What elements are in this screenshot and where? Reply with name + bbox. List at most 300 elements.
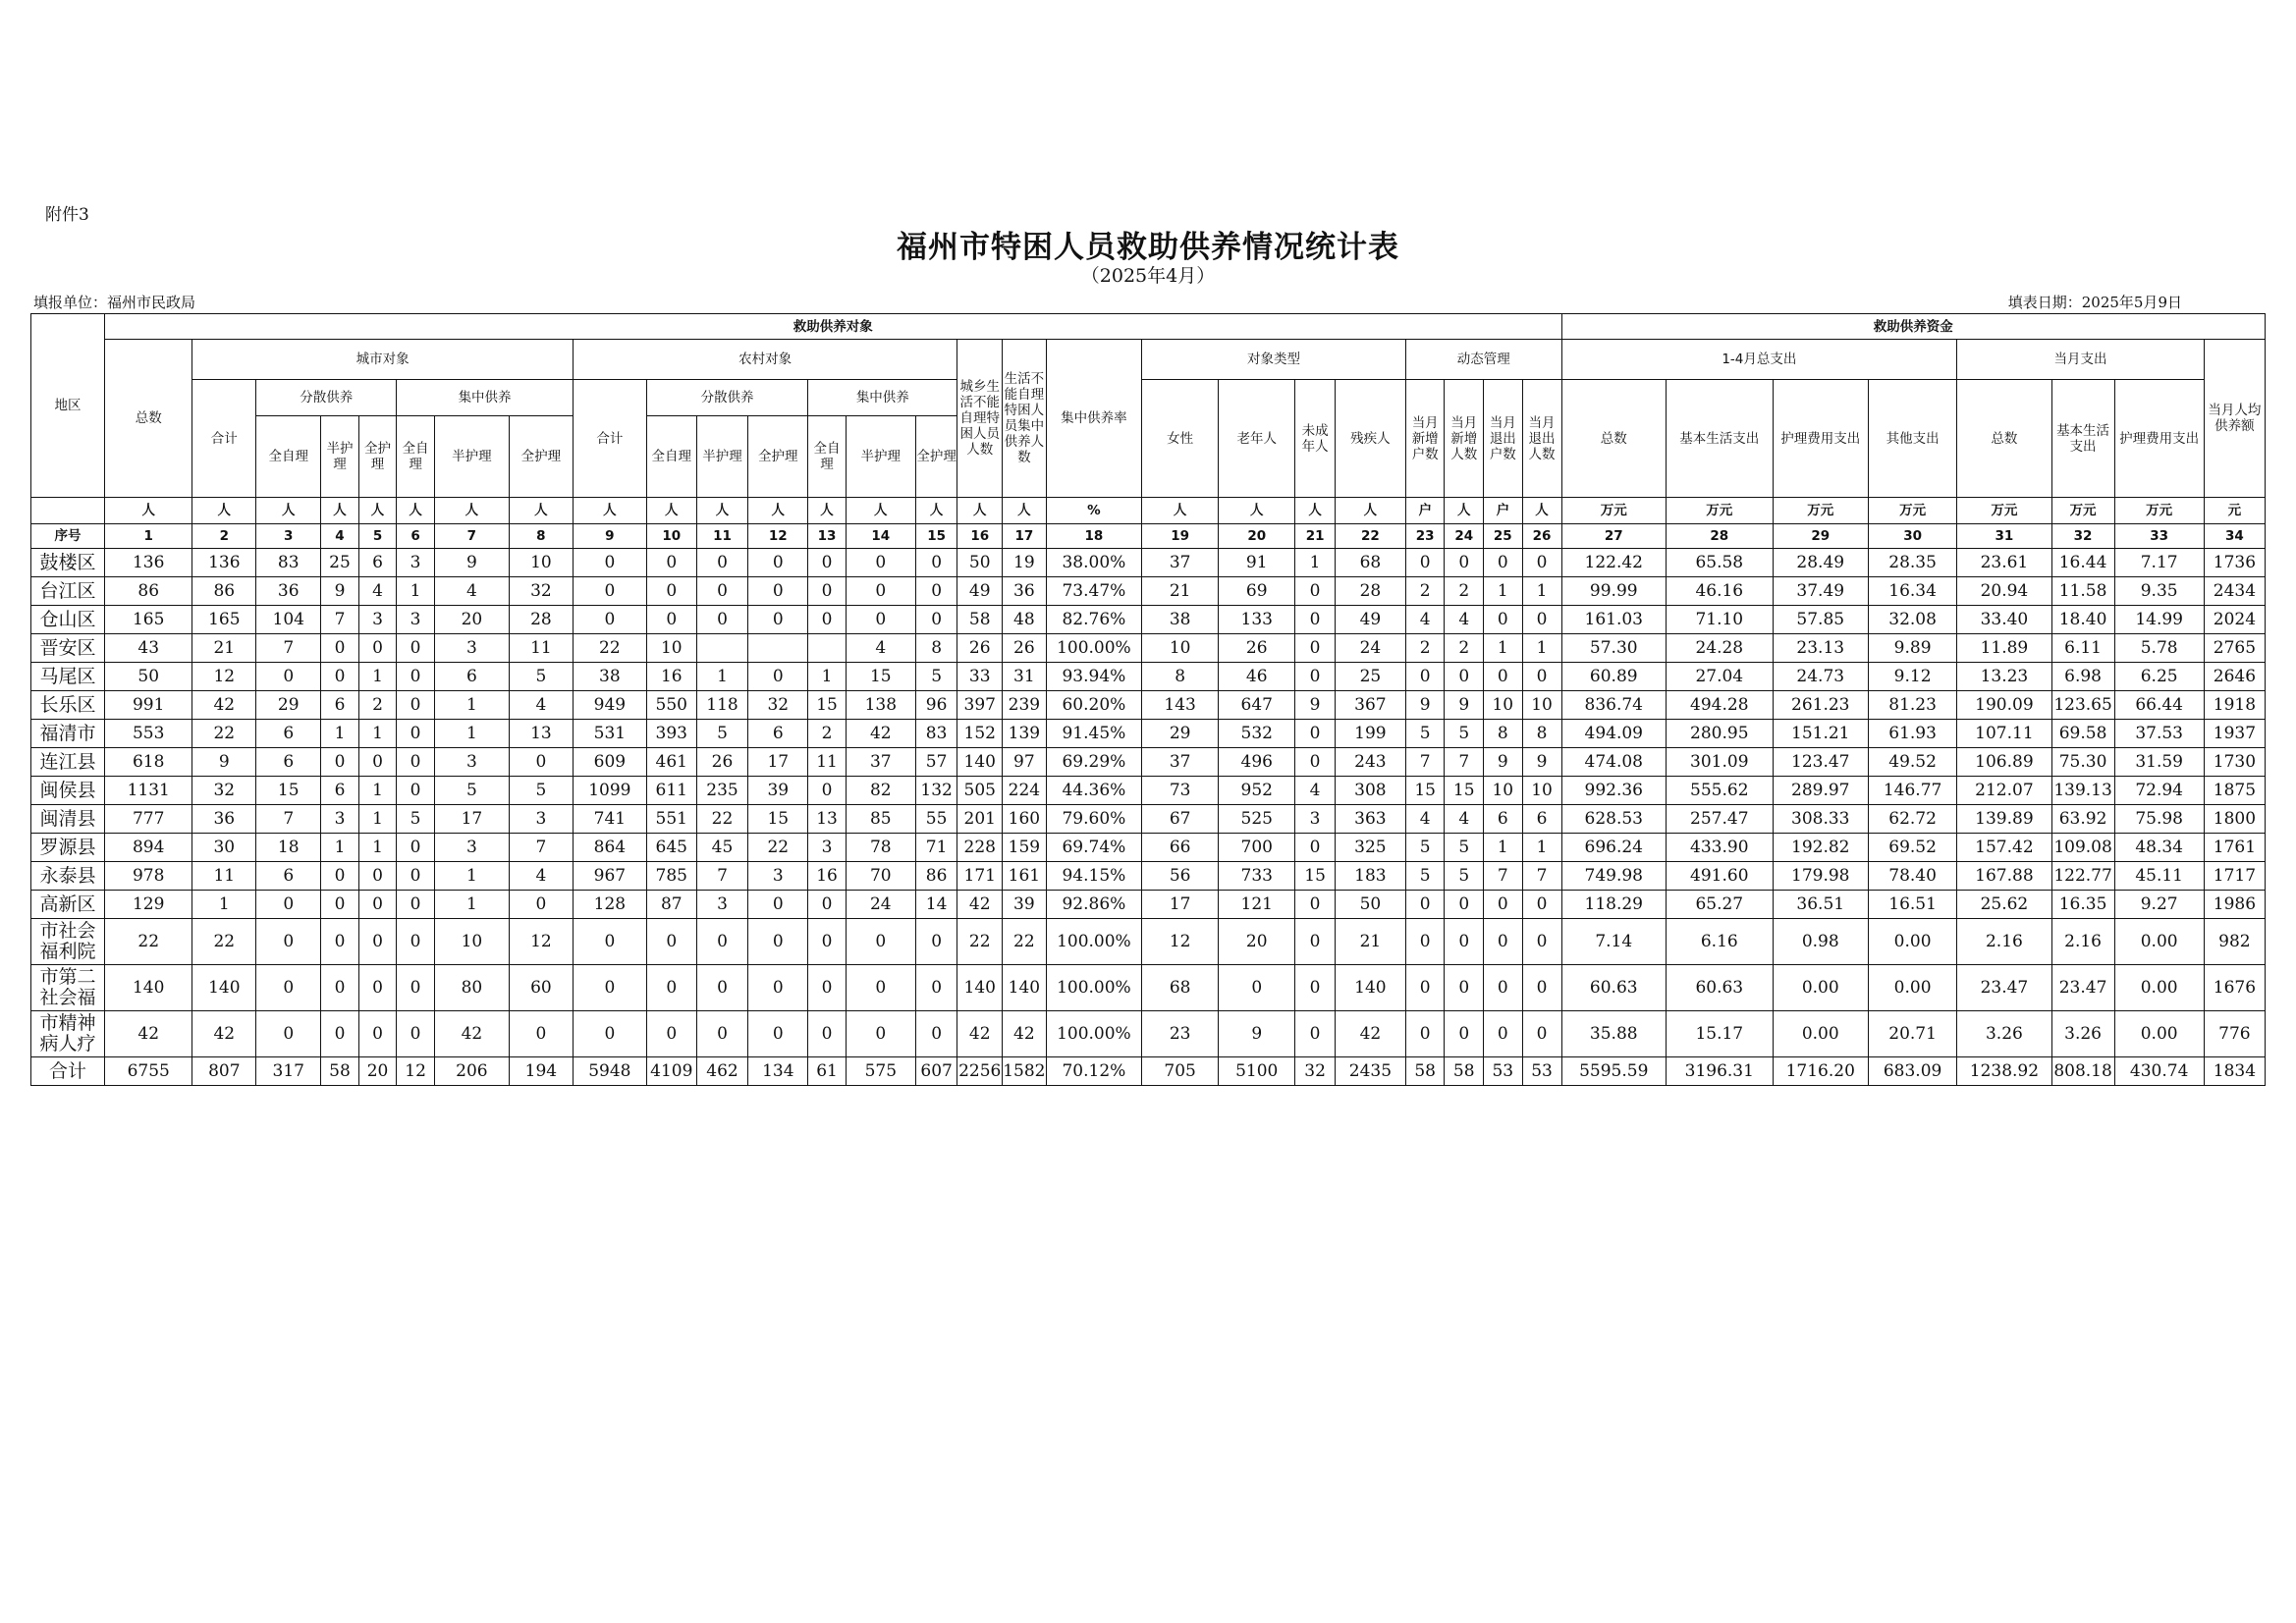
data-cell: 165 <box>105 606 192 634</box>
region-name: 闽侯县 <box>31 777 105 805</box>
data-cell: 37.49 <box>1773 577 1868 606</box>
data-cell: 1 <box>1484 577 1523 606</box>
data-cell: 83 <box>915 720 957 748</box>
data-cell: 4 <box>1445 606 1484 634</box>
table-row <box>31 663 2266 691</box>
data-cell: 22 <box>192 720 256 748</box>
region-name: 台江区 <box>31 577 105 606</box>
table-row <box>31 834 2266 862</box>
data-cell: 7 <box>256 805 321 834</box>
data-cell: 53 <box>1484 1057 1523 1086</box>
data-cell: 3 <box>808 834 847 862</box>
data-cell: 0 <box>808 577 847 606</box>
data-cell: 0 <box>509 1011 573 1057</box>
header-rural-dispersed-self: 全自理 <box>646 416 696 498</box>
data-cell: 128 <box>573 891 646 919</box>
data-cell: 0 <box>646 606 696 634</box>
data-cell: 0 <box>1295 1011 1336 1057</box>
data-cell: 86 <box>915 862 957 891</box>
column-number: 25 <box>1484 524 1523 549</box>
data-cell: 0 <box>846 1011 915 1057</box>
column-number: 3 <box>256 524 321 549</box>
unit-cell: 人 <box>748 498 808 524</box>
unit-cell: 元 <box>2204 498 2265 524</box>
data-cell: 85 <box>846 805 915 834</box>
data-cell: 194 <box>509 1057 573 1086</box>
data-cell: 91 <box>1219 549 1295 577</box>
data-cell: 134 <box>748 1057 808 1086</box>
data-cell: 58 <box>1405 1057 1445 1086</box>
data-cell: 22 <box>696 805 748 834</box>
data-cell: 45 <box>696 834 748 862</box>
data-cell: 65.58 <box>1667 549 1774 577</box>
data-cell: 1875 <box>2204 777 2265 805</box>
data-cell: 0 <box>509 748 573 777</box>
data-cell: 7 <box>1522 862 1561 891</box>
data-cell: 0 <box>358 748 397 777</box>
data-cell: 0.00 <box>2114 1011 2204 1057</box>
region-name: 罗源县 <box>31 834 105 862</box>
data-cell <box>696 634 748 663</box>
data-cell: 3 <box>1295 805 1336 834</box>
data-cell: 46 <box>1219 663 1295 691</box>
data-cell: 0 <box>573 606 646 634</box>
data-cell: 10 <box>509 549 573 577</box>
data-cell: 94.15% <box>1046 862 1141 891</box>
data-cell: 161.03 <box>1561 606 1667 634</box>
column-number: 2 <box>192 524 256 549</box>
data-cell: 109.08 <box>2051 834 2114 862</box>
data-cell: 14.99 <box>2114 606 2204 634</box>
data-cell: 0 <box>321 748 359 777</box>
data-cell: 183 <box>1335 862 1405 891</box>
data-cell: 139.89 <box>1957 805 2051 834</box>
data-cell: 1 <box>321 834 359 862</box>
header-rural-dispersed-full: 全护理 <box>748 416 808 498</box>
data-cell: 433.90 <box>1667 834 1774 862</box>
data-cell: 91.45% <box>1046 720 1141 748</box>
data-cell: 9 <box>1484 748 1523 777</box>
data-cell: 32 <box>1295 1057 1336 1086</box>
data-cell: 9 <box>434 549 509 577</box>
data-cell: 2 <box>808 720 847 748</box>
header-new-households: 当月新增户数 <box>1405 380 1445 498</box>
data-cell: 146.77 <box>1868 777 1956 805</box>
data-cell: 9.89 <box>1868 634 1956 663</box>
data-cell: 0 <box>1484 891 1523 919</box>
attachment-label: 附件3 <box>45 205 89 225</box>
header-urban-central-full: 全护理 <box>509 416 573 498</box>
data-cell: 26 <box>1003 634 1047 663</box>
data-cell: 22 <box>573 634 646 663</box>
data-cell: 37 <box>1142 748 1219 777</box>
region-name: 市社会福利院 <box>31 919 105 965</box>
header-urban-centralized: 集中供养 <box>397 380 574 416</box>
data-cell: 73.47% <box>1046 577 1141 606</box>
data-cell: 0 <box>256 663 321 691</box>
data-cell: 100.00% <box>1046 965 1141 1011</box>
data-cell: 967 <box>573 862 646 891</box>
header-elderly: 老年人 <box>1219 380 1295 498</box>
data-cell: 107.11 <box>1957 720 2051 748</box>
data-cell: 807 <box>192 1057 256 1086</box>
data-cell: 23.47 <box>2051 965 2114 1011</box>
data-cell: 6 <box>256 720 321 748</box>
data-cell: 63.92 <box>2051 805 2114 834</box>
data-cell: 60 <box>509 965 573 1011</box>
column-number: 20 <box>1219 524 1295 549</box>
table-row <box>31 720 2266 748</box>
column-number: 27 <box>1561 524 1667 549</box>
data-cell: 28.35 <box>1868 549 1956 577</box>
data-cell: 0 <box>256 891 321 919</box>
data-cell: 0 <box>1295 891 1336 919</box>
data-cell: 15 <box>1405 777 1445 805</box>
data-cell: 12 <box>509 919 573 965</box>
data-cell: 0 <box>1295 965 1336 1011</box>
data-cell: 4 <box>1405 805 1445 834</box>
data-cell: 39 <box>748 777 808 805</box>
data-cell: 58 <box>957 606 1003 634</box>
data-cell: 992.36 <box>1561 777 1667 805</box>
data-cell: 741 <box>573 805 646 834</box>
header-month: 当月支出 <box>1957 340 2205 380</box>
data-cell: 618 <box>105 748 192 777</box>
data-cell: 462 <box>696 1057 748 1086</box>
data-cell: 24.28 <box>1667 634 1774 663</box>
header-ytd-other: 其他支出 <box>1868 380 1956 498</box>
unit-cell: 户 <box>1484 498 1523 524</box>
data-cell: 11.58 <box>2051 577 2114 606</box>
data-cell: 15 <box>1445 777 1484 805</box>
data-cell: 10 <box>1522 777 1561 805</box>
data-cell: 0 <box>748 919 808 965</box>
data-cell: 0 <box>321 891 359 919</box>
header-minor: 未成年人 <box>1295 380 1336 498</box>
data-cell: 32 <box>509 577 573 606</box>
data-cell: 159 <box>1003 834 1047 862</box>
data-cell: 25 <box>1335 663 1405 691</box>
data-cell: 140 <box>105 965 192 1011</box>
data-cell: 24.73 <box>1773 663 1868 691</box>
data-cell: 3 <box>748 862 808 891</box>
data-cell: 42 <box>957 891 1003 919</box>
data-cell: 20.94 <box>1957 577 2051 606</box>
header-seq: 序号 <box>31 524 105 549</box>
data-cell: 0 <box>509 891 573 919</box>
data-cell: 5948 <box>573 1057 646 1086</box>
data-cell: 2 <box>1405 577 1445 606</box>
data-cell: 261.23 <box>1773 691 1868 720</box>
data-cell: 776 <box>2204 1011 2265 1057</box>
unit-cell: 人 <box>192 498 256 524</box>
data-cell: 39 <box>1003 891 1047 919</box>
data-cell: 6 <box>256 748 321 777</box>
data-cell: 22 <box>1003 919 1047 965</box>
table-row <box>31 748 2266 777</box>
data-cell: 531 <box>573 720 646 748</box>
data-cell: 0 <box>397 634 435 663</box>
header-rural-dispersed-half: 半护理 <box>696 416 748 498</box>
data-cell: 0 <box>397 834 435 862</box>
data-cell: 23 <box>1142 1011 1219 1057</box>
data-cell: 1918 <box>2204 691 2265 720</box>
data-cell: 1730 <box>2204 748 2265 777</box>
data-cell: 0 <box>1484 606 1523 634</box>
data-cell: 151.21 <box>1773 720 1868 748</box>
data-cell: 38 <box>1142 606 1219 634</box>
header-objects: 救助供养对象 <box>105 314 1561 340</box>
header-rural-central-self: 全自理 <box>808 416 847 498</box>
data-cell: 0 <box>915 577 957 606</box>
region-name: 连江县 <box>31 748 105 777</box>
unit-cell: 万元 <box>1957 498 2051 524</box>
units-blank <box>31 498 105 524</box>
unit-cell: 人 <box>846 498 915 524</box>
data-cell: 1 <box>434 862 509 891</box>
data-cell: 1 <box>1522 634 1561 663</box>
data-cell: 257.47 <box>1667 805 1774 834</box>
data-cell: 0 <box>748 891 808 919</box>
data-cell: 1937 <box>2204 720 2265 748</box>
data-cell: 6 <box>1484 805 1523 834</box>
header-rural-central-full: 全护理 <box>915 416 957 498</box>
data-cell: 171 <box>957 862 1003 891</box>
data-cell: 15 <box>256 777 321 805</box>
data-cell: 0 <box>321 663 359 691</box>
data-cell: 494.28 <box>1667 691 1774 720</box>
unit-cell: 人 <box>434 498 509 524</box>
data-cell: 0.00 <box>2114 919 2204 965</box>
data-cell: 139.13 <box>2051 777 2114 805</box>
data-cell: 864 <box>573 834 646 862</box>
header-rural-central-half: 半护理 <box>846 416 915 498</box>
data-cell: 317 <box>256 1057 321 1086</box>
data-cell: 0 <box>696 549 748 577</box>
data-cell: 6 <box>321 777 359 805</box>
data-cell: 20 <box>434 606 509 634</box>
data-cell: 179.98 <box>1773 862 1868 891</box>
data-cell: 12 <box>192 663 256 691</box>
data-cell: 3 <box>397 549 435 577</box>
header-c16: 城乡生活不能自理特困人员人数 <box>957 340 1003 498</box>
data-cell: 3 <box>696 891 748 919</box>
data-cell: 952 <box>1219 777 1295 805</box>
unit-cell: 人 <box>256 498 321 524</box>
data-cell: 80 <box>434 965 509 1011</box>
data-cell: 36 <box>192 805 256 834</box>
data-cell: 1131 <box>105 777 192 805</box>
column-number: 30 <box>1868 524 1956 549</box>
statistics-table <box>30 313 2266 1086</box>
data-cell: 9 <box>1295 691 1336 720</box>
data-cell: 1 <box>358 805 397 834</box>
data-cell: 139 <box>1003 720 1047 748</box>
data-cell: 38.00% <box>1046 549 1141 577</box>
data-cell: 4 <box>434 577 509 606</box>
data-cell: 201 <box>957 805 1003 834</box>
data-cell: 5595.59 <box>1561 1057 1667 1086</box>
data-cell: 9 <box>1219 1011 1295 1057</box>
data-cell: 122.42 <box>1561 549 1667 577</box>
data-cell: 5 <box>1405 834 1445 862</box>
unit-cell: 人 <box>1003 498 1047 524</box>
data-cell: 4 <box>1405 606 1445 634</box>
data-cell: 86 <box>192 577 256 606</box>
table-row <box>31 805 2266 834</box>
data-cell: 0 <box>1445 663 1484 691</box>
data-cell: 20.71 <box>1868 1011 1956 1057</box>
data-cell: 136 <box>105 549 192 577</box>
data-cell: 0 <box>846 919 915 965</box>
column-number: 19 <box>1142 524 1219 549</box>
data-cell <box>748 634 808 663</box>
data-cell: 491.60 <box>1667 862 1774 891</box>
data-cell: 0 <box>397 777 435 805</box>
data-cell: 1736 <box>2204 549 2265 577</box>
data-cell: 26 <box>957 634 1003 663</box>
data-cell: 7.17 <box>2114 549 2204 577</box>
data-cell: 3.26 <box>2051 1011 2114 1057</box>
data-cell: 4109 <box>646 1057 696 1086</box>
table-row <box>31 1011 2266 1057</box>
data-cell: 982 <box>2204 919 2265 965</box>
data-cell: 9 <box>321 577 359 606</box>
data-cell: 96 <box>915 691 957 720</box>
data-cell: 0 <box>358 965 397 1011</box>
data-cell: 3.26 <box>1957 1011 2051 1057</box>
data-cell: 1 <box>434 891 509 919</box>
data-cell: 75.30 <box>2051 748 2114 777</box>
region-name: 鼓楼区 <box>31 549 105 577</box>
data-cell: 42 <box>192 1011 256 1057</box>
data-cell: 42 <box>192 691 256 720</box>
data-cell: 37 <box>1142 549 1219 577</box>
data-cell: 44.36% <box>1046 777 1141 805</box>
column-number: 21 <box>1295 524 1336 549</box>
data-cell: 0 <box>1522 606 1561 634</box>
data-cell: 104 <box>256 606 321 634</box>
data-cell: 6 <box>256 862 321 891</box>
data-cell: 1 <box>434 691 509 720</box>
data-cell: 6.98 <box>2051 663 2114 691</box>
header-ytd: 1-4月总支出 <box>1561 340 1957 380</box>
data-cell: 7 <box>696 862 748 891</box>
data-cell: 70 <box>846 862 915 891</box>
region-name: 晋安区 <box>31 634 105 663</box>
data-cell: 2765 <box>2204 634 2265 663</box>
unit-cell: 人 <box>105 498 192 524</box>
data-cell: 42 <box>1335 1011 1405 1057</box>
unit-cell: 万元 <box>2051 498 2114 524</box>
data-cell: 0 <box>256 1011 321 1057</box>
data-cell: 683.09 <box>1868 1057 1956 1086</box>
data-cell: 991 <box>105 691 192 720</box>
data-cell: 10 <box>1522 691 1561 720</box>
unit-cell: 万元 <box>2114 498 2204 524</box>
data-cell: 9.35 <box>2114 577 2204 606</box>
data-cell: 0 <box>1484 663 1523 691</box>
column-number: 15 <box>915 524 957 549</box>
region-name: 永泰县 <box>31 862 105 891</box>
unit-cell: 人 <box>915 498 957 524</box>
data-cell: 49 <box>957 577 1003 606</box>
data-cell: 22 <box>748 834 808 862</box>
data-cell: 894 <box>105 834 192 862</box>
data-cell: 10 <box>646 634 696 663</box>
data-cell: 0 <box>846 577 915 606</box>
data-cell: 15 <box>846 663 915 691</box>
data-cell: 26 <box>1219 634 1295 663</box>
data-cell: 645 <box>646 834 696 862</box>
data-cell: 1 <box>1522 834 1561 862</box>
data-cell: 0 <box>573 965 646 1011</box>
data-cell: 1 <box>1295 549 1336 577</box>
data-cell: 24 <box>846 891 915 919</box>
unit-cell: % <box>1046 498 1141 524</box>
data-cell: 0.00 <box>1868 919 1956 965</box>
data-cell: 11 <box>509 634 573 663</box>
data-cell: 121 <box>1219 891 1295 919</box>
data-cell: 1 <box>358 777 397 805</box>
data-cell: 1 <box>192 891 256 919</box>
data-cell: 0 <box>397 965 435 1011</box>
data-cell: 308.33 <box>1773 805 1868 834</box>
region-name: 长乐区 <box>31 691 105 720</box>
data-cell: 5 <box>509 663 573 691</box>
report-date: 填表日期：2025年5月9日 <box>2007 294 2182 311</box>
data-cell: 136 <box>192 549 256 577</box>
header-urban-dispersed-half: 半护理 <box>321 416 359 498</box>
data-cell: 10 <box>434 919 509 965</box>
data-cell: 16 <box>808 862 847 891</box>
data-cell: 0 <box>1405 919 1445 965</box>
data-cell: 3 <box>509 805 573 834</box>
data-cell: 82.76% <box>1046 606 1141 634</box>
data-cell: 0 <box>1295 834 1336 862</box>
data-cell: 49 <box>1335 606 1405 634</box>
data-cell: 553 <box>105 720 192 748</box>
data-cell: 81.23 <box>1868 691 1956 720</box>
data-cell: 2 <box>1405 634 1445 663</box>
data-cell: 607 <box>915 1057 957 1086</box>
data-cell: 28.49 <box>1773 549 1868 577</box>
data-cell: 1 <box>1484 834 1523 862</box>
data-cell: 26 <box>696 748 748 777</box>
data-cell: 0 <box>1522 965 1561 1011</box>
data-cell: 0 <box>748 1011 808 1057</box>
data-cell: 0 <box>1522 1011 1561 1057</box>
data-cell: 16.35 <box>2051 891 2114 919</box>
data-cell: 138 <box>846 691 915 720</box>
data-cell: 143 <box>1142 691 1219 720</box>
data-cell: 0.98 <box>1773 919 1868 965</box>
data-cell: 0 <box>748 965 808 1011</box>
header-urban-central-half: 半护理 <box>434 416 509 498</box>
data-cell: 78.40 <box>1868 862 1956 891</box>
data-cell: 11.89 <box>1957 634 2051 663</box>
data-cell: 0 <box>256 965 321 1011</box>
data-cell: 118.29 <box>1561 891 1667 919</box>
unit-cell: 万元 <box>1773 498 1868 524</box>
data-cell: 4 <box>846 634 915 663</box>
header-avg: 当月人均供养额 <box>2204 340 2265 498</box>
data-cell: 0 <box>1405 549 1445 577</box>
data-cell: 67 <box>1142 805 1219 834</box>
data-cell: 62.72 <box>1868 805 1956 834</box>
data-cell: 0 <box>808 549 847 577</box>
data-cell: 2646 <box>2204 663 2265 691</box>
